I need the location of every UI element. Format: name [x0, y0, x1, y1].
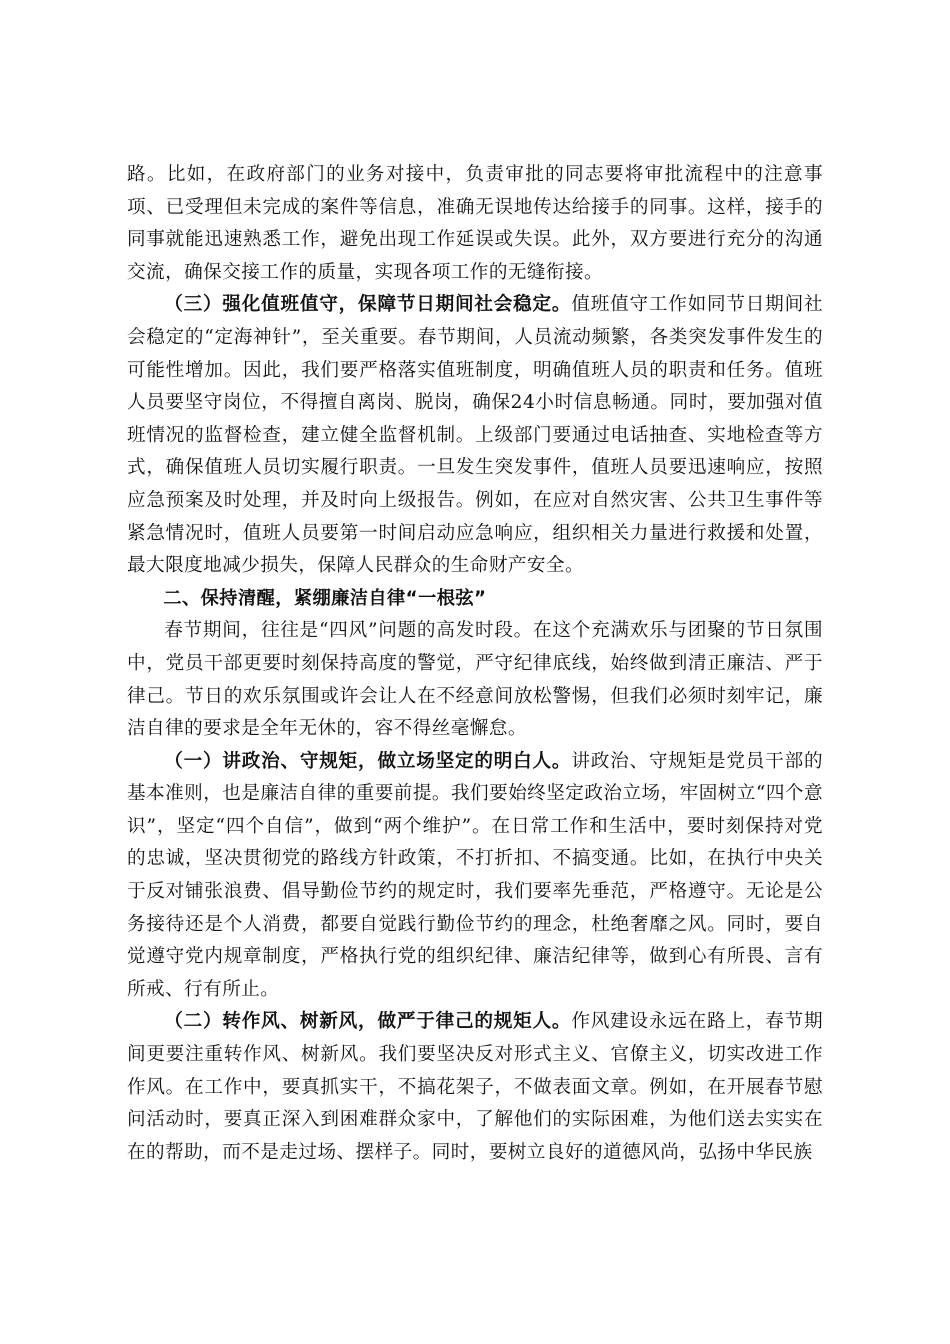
paragraph-text: 值班值守工作如同节日期间社会稳定的“定海神针”，至关重要。春节期间，人员流动频繁，各类突发事件发生的可能性增加。因此，我们要严格落实值班制度，明确值班人员的职责和任务。值班人员要坚守岗位，不得擅自离岗、脱岗，确保24小时信息畅通。同时，要加强对值班情况的监督检查，建立健全监督机制。上级部门要通过电话抽查、实地检查等方式，确保值班人员切实履行职责。一旦发生突发事件，值班人员要迅速响应，按照应急预案及时处理，并及时向上级报告。例如，在应对自然灾害、公共卫生事件等紧急情况时，值班人员要第一时间启动应急响应，组织相关力量进行救援和处置，最大限度地减少损失，保障人民群众的生命财产安全。	[127, 294, 823, 577]
paragraph-duty-watch	[127, 289, 823, 582]
paragraph-text: 路。比如，在政府部门的业务对接中，负责审批的同志要将审批流程中的注意事项、已受理但未完成的案件等信息，准确无误地传达给接手的同事。这样，接手的同事就能迅速熟悉工作，避免出现工作延误或失误。此外，双方要进行充分的沟通交流，确保交接工作的质量，实现各项工作的无缝衔接。	[127, 164, 823, 283]
paragraph-lead: （二）转作风、树新风，做严于律己的规矩人。	[164, 1011, 572, 1033]
paragraph-text: 春节期间，往往是“四风”问题的高发时段。在这个充满欢乐与团聚的节日氛围中，党员干部更要时刻保持高度的警觉，严守纪律底线，始终做到清正廉洁、严于律己。节日的欢乐氛围或许会让人在不经意间放松警惕，但我们必须时刻牢记，廉洁自律的要求是全年无休的，容不得丝毫懈怠。	[127, 620, 823, 740]
paragraph-politics	[127, 746, 823, 1007]
paragraph-lead: （一）讲政治、守规矩，做立场坚定的明白人。	[164, 750, 572, 772]
section-heading: 二、保持清醒，紧绷廉洁自律“一根弦”	[163, 587, 487, 609]
document-body	[127, 159, 823, 1169]
paragraph-lead: （三）强化值班值守，保障节日期间社会稳定。	[164, 294, 572, 316]
paragraph-text: 作风建设永远在路上，春节期间更要注重转作风、树新风。我们要坚决反对形式主义、官僚主义，切实改进工作作风。在工作中，要真抓实干，不搞花架子，不做表面文章。例如，在开展春节慰问活动时，要真正深入到困难群众家中，了解他们的实际困难，为他们送去实实在在的帮助，而不是走过场、摆样子。同时，要树立良好的道德风尚，弘扬中华民族	[127, 1011, 823, 1163]
paragraph-intro	[127, 615, 823, 745]
paragraph-continuation	[127, 159, 823, 289]
paragraph-text: 讲政治、守规矩是党员干部的基本准则，也是廉洁自律的重要前提。我们要始终坚定政治立场，牢固树立“四个意识”，坚定“四个自信”，做到“两个维护”。在日常工作和生活中，要时刻保持对党的忠诚，坚决贯彻党的路线方针政策，不打折扣、不搞变通。比如，在执行中央关于反对铺张浪费、倡导勤俭节约的规定时，我们要率先垂范，严格遵守。无论是公务接待还是个人消费，都要自觉践行勤俭节约的理念，杜绝奢靡之风。同时，要自觉遵守党内规章制度，严格执行党的组织纪律、廉洁纪律等，做到心有所畏、言有所戒、行有所止。	[127, 750, 823, 1000]
paragraph-work-style	[127, 1006, 823, 1169]
